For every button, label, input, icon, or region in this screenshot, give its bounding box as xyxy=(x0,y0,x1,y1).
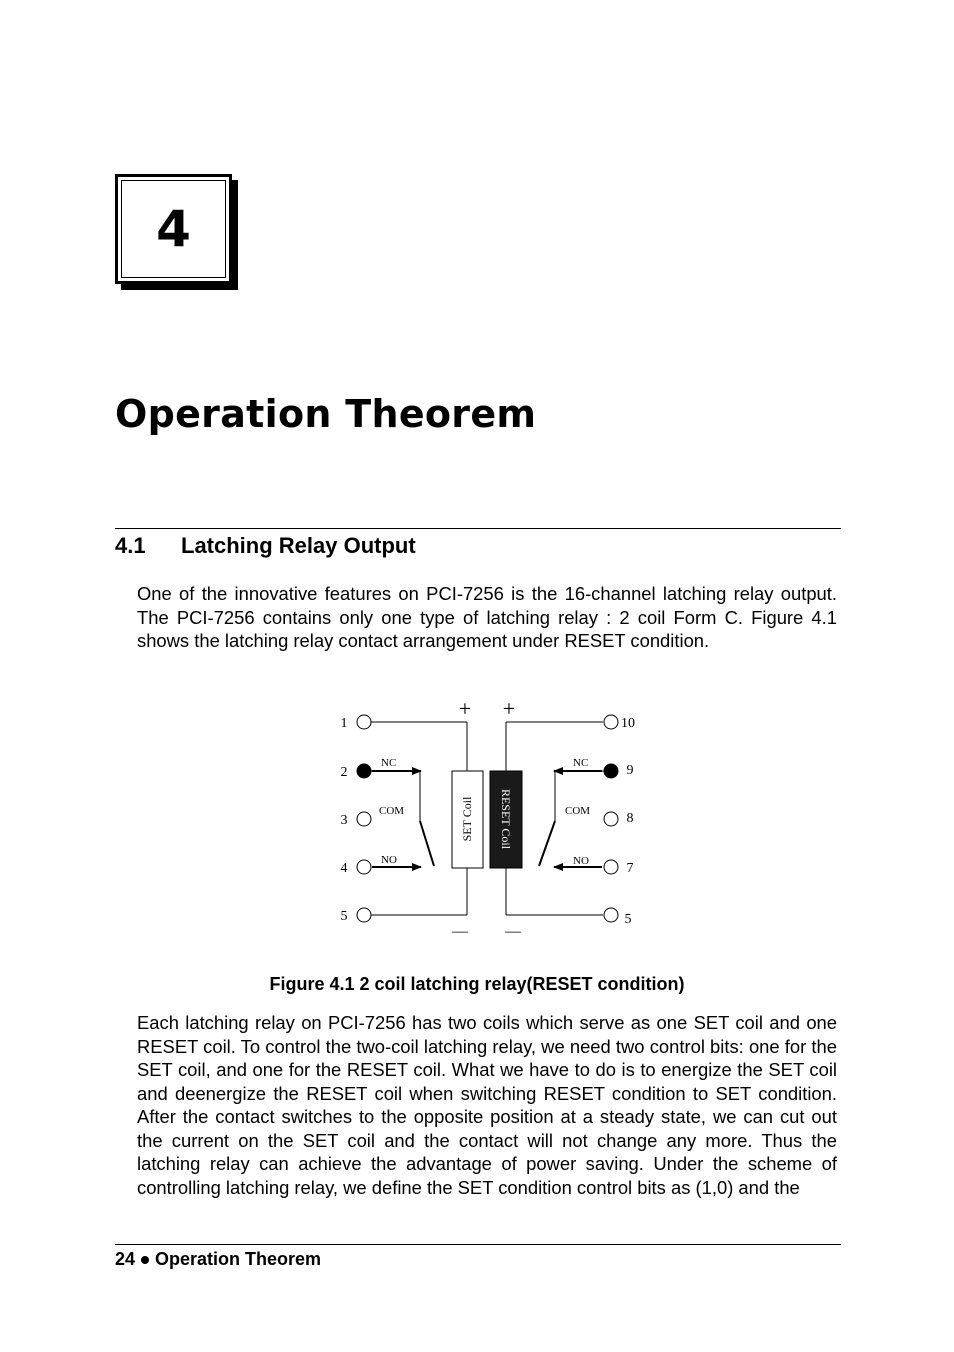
left-pin-label: 5 xyxy=(340,909,348,924)
right-pin-label: 5 xyxy=(624,912,632,927)
wiring xyxy=(370,722,604,915)
left-pin-label: 4 xyxy=(340,861,348,876)
left-pin-label: 3 xyxy=(340,813,348,828)
intro-paragraph: One of the innovative features on PCI-7256 is the 16-channel latching relay output. The PCI-7256 contains only one type of latching relay : 2 coil Form C. Figure 4.1 shows the latching relay contact arrangement under RESET condition. xyxy=(137,583,837,651)
set-coil-minus: — xyxy=(452,923,468,940)
section-number: 4.1 xyxy=(115,533,146,558)
right-no-label: NO xyxy=(573,855,589,867)
left-com-label: COM xyxy=(379,805,405,817)
left-no-label: NO xyxy=(381,854,397,866)
terminal-right-8 xyxy=(604,812,618,826)
set-coil-plus: + xyxy=(458,696,472,721)
terminal-right-7 xyxy=(604,860,618,874)
terminal-left-4 xyxy=(357,860,371,874)
terminal-right-9 xyxy=(604,764,618,778)
reset-coil-label: RESET Coil xyxy=(499,788,513,850)
terminal-left-2 xyxy=(357,764,371,778)
footer-divider xyxy=(115,1244,841,1245)
right-switch-arm xyxy=(539,821,555,866)
terminal-right-5 xyxy=(604,908,618,922)
contact-arrows xyxy=(372,771,602,867)
bullet-dot-icon xyxy=(141,1256,149,1264)
section-title: Latching Relay Output xyxy=(181,533,416,558)
right-pin-label: 9 xyxy=(626,763,634,778)
page-footer xyxy=(115,1249,321,1270)
set-coil-label: SET Coil xyxy=(460,796,474,842)
right-com-label: COM xyxy=(565,805,591,817)
chapter-number: 4 xyxy=(156,200,191,258)
reset-coil-plus: + xyxy=(502,696,516,721)
left-pin-label: 2 xyxy=(340,765,348,780)
terminal-left-1 xyxy=(357,715,371,729)
figure-caption: Figure 4.1 2 coil latching relay(RESET condition) xyxy=(269,974,685,994)
left-nc-label: NC xyxy=(381,757,397,769)
terminal-right-10 xyxy=(604,715,618,729)
terminal-left-3 xyxy=(357,812,371,826)
chapter-number-box xyxy=(115,174,232,284)
right-pin-label: 7 xyxy=(626,861,634,876)
right-pin-label: 10 xyxy=(621,716,635,731)
page-number: 24 xyxy=(115,1249,136,1269)
body-paragraph: Each latching relay on PCI-7256 has two coils which serve as one SET coil and one RESET coil. To control the two-coil latching relay, we need two control bits: one for the SET coil, and one for the RESET coil. What we have to do is to energize the SET coil and deenergize the RESET coil when switching RESET condition to SET condition. After the contact switches to the opposite position at a steady state, we can cut out the current on the SET coil and the contact will not change any more. Thus the latching relay can achieve the advantage of power saving. Under the scheme of controlling latching relay, we define the SET condition control bits as (1,0) and the xyxy=(137,1012,837,1198)
section-heading xyxy=(115,533,416,559)
chapter-title: Operation Theorem xyxy=(115,392,537,436)
right-nc-label: NC xyxy=(573,757,589,769)
right-pin-label: 8 xyxy=(626,811,634,826)
latching-relay-diagram xyxy=(330,694,650,944)
section-divider-top xyxy=(115,528,841,529)
switch-arms xyxy=(420,821,555,866)
left-switch-arm xyxy=(420,821,434,866)
reset-coil-minus: — xyxy=(505,923,521,940)
terminals xyxy=(357,715,618,922)
footer-section-name: Operation Theorem xyxy=(155,1249,322,1269)
left-pin-label: 1 xyxy=(340,716,348,731)
terminal-left-5 xyxy=(357,908,371,922)
